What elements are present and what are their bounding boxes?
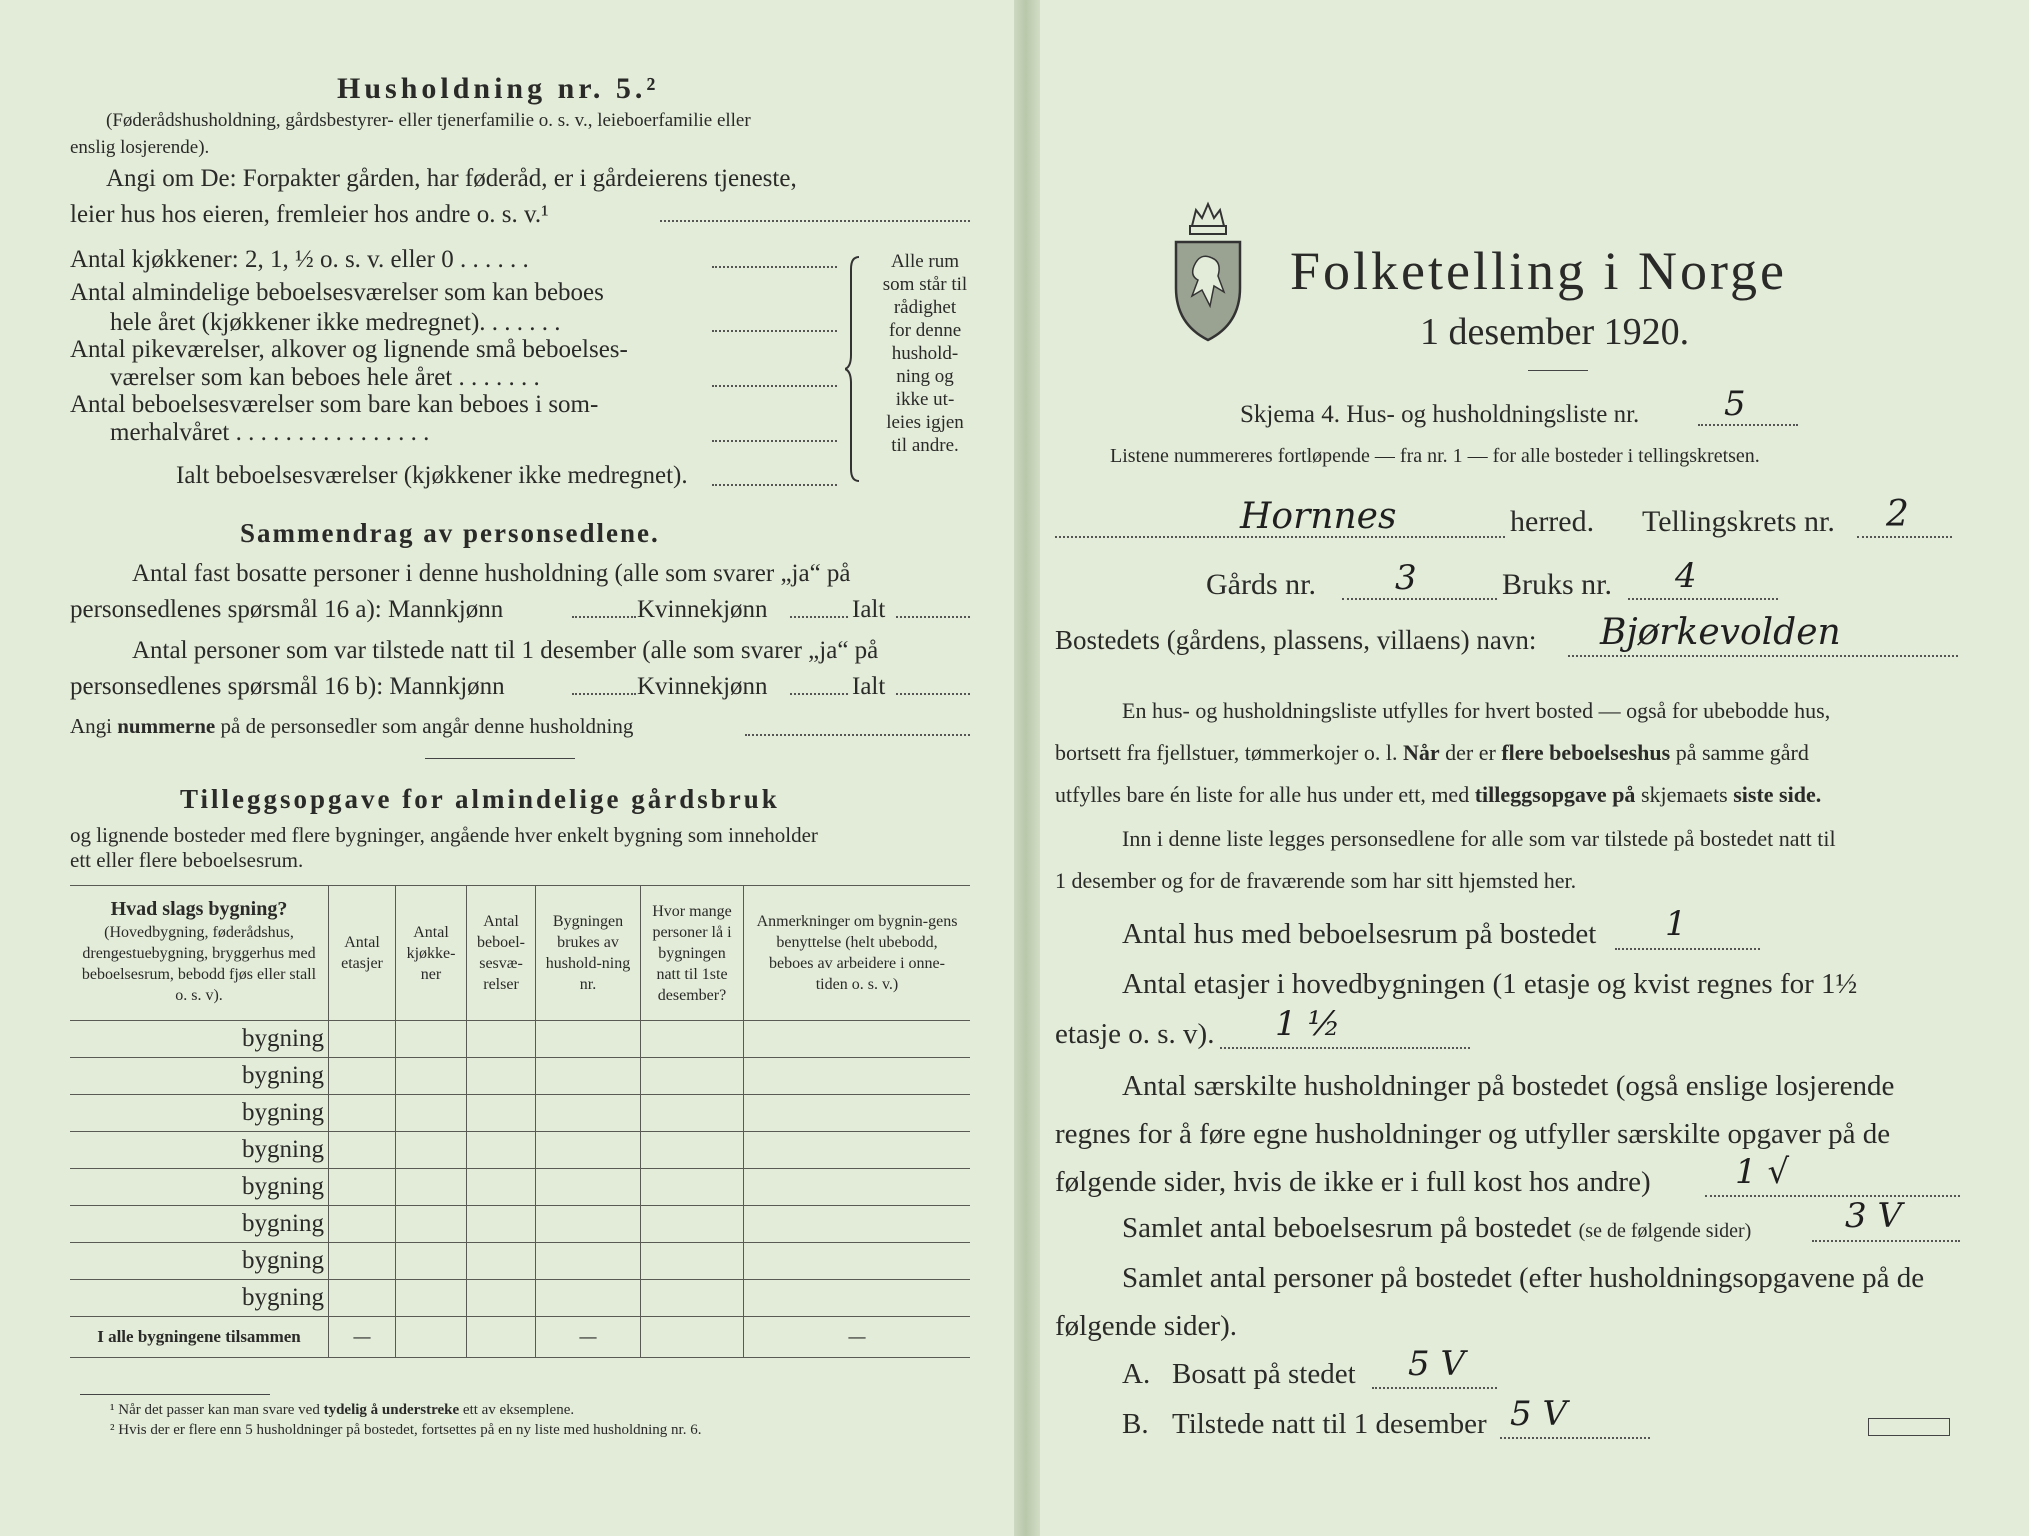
footnote-2: ² Hvis der er flere enn 5 husholdninger på bostedet, fortsettes på en ny liste med husholdning nr. 6. [110,1422,702,1438]
present-label: Tilstede natt til 1 desember [1172,1408,1487,1440]
rooms-total-label: Ialt beboelsesværelser (kjøkkener ikke medregnet). [176,462,688,489]
resident-label-letter: A. [1122,1358,1151,1390]
brace-icon [845,255,865,483]
resident-value[interactable]: 5 V [1408,1344,1465,1384]
instr2-post: på samme gård [1670,740,1809,765]
col-floors [329,886,396,1021]
buildings-table [70,885,970,1358]
farm-number-label: Gårds nr. [1206,568,1316,601]
ordinary-rooms-answer[interactable] [712,330,837,332]
present-label-letter: B. [1122,1408,1149,1440]
section-divider [425,758,575,759]
farm-number-value[interactable]: 3 [1395,558,1417,598]
rooms-summer-2: merhalvåret . . . . . . . . . . . . . . . . [110,419,430,446]
person-numbers-answer[interactable] [745,734,970,736]
table-total-row [70,1317,970,1358]
side-note-line: til andre. [891,435,959,456]
kitchens-answer[interactable] [712,266,837,268]
households-line[interactable] [1705,1195,1960,1197]
row-label: bygning [242,1284,324,1311]
resident-line[interactable] [1372,1387,1497,1389]
side-note-line: rådighet [893,297,957,318]
houses-label: Antal hus med beboelsesrum på bostedet [1122,918,1597,950]
side-note-line: ning og [896,366,954,387]
coat-of-arms-icon [1170,196,1246,346]
use-number-value[interactable]: 4 [1675,556,1697,596]
col-remarks-label: Anmerkninger om bygnin-gens benyttelse (helt ubebodd, beboes av arbeidere i onne-tiden o. s. v.) [756,913,958,993]
form-date: 1 desember 1920. [1420,311,1690,353]
table-row[interactable] [70,1169,970,1206]
present-value[interactable]: 5 V [1510,1394,1567,1434]
use-number-label: Bruks nr. [1502,568,1613,601]
total-persons-line1: Samlet antal personer på bostedet (efter husholdningsopgavene på de [1122,1262,1925,1294]
present-total-label: Ialt [852,673,886,700]
present-female-label: Kvinnekjønn [637,673,768,700]
total-rooms-value[interactable]: 3 V [1845,1196,1902,1236]
instr3-mid: skjemaets [1635,782,1734,807]
instr3-bold1: tilleggsopgave på [1474,782,1636,807]
district-line[interactable] [1857,536,1952,538]
present-line[interactable] [1500,1437,1650,1439]
farm-number-line[interactable] [1342,598,1497,600]
col-rooms-label: Antal beboel-sesvæ-relser [477,913,525,993]
total-persons-line2: følgende sider). [1055,1310,1237,1342]
row-label: bygning [242,1173,324,1200]
side-note-line: hushold- [891,343,959,364]
col-floors-label: Antal etasjer [341,934,383,972]
place-name-line[interactable] [1568,655,1958,657]
person-numbers-pre: Angi [70,714,118,738]
resident-female-label: Kvinnekjønn [637,596,768,623]
summer-rooms-answer[interactable] [712,440,837,442]
side-note-line: ikke ut- [895,389,955,410]
table-row[interactable] [70,1058,970,1095]
place-name-value[interactable]: Bjørkevolden [1600,612,1841,653]
col-household-label: Bygningen brukes av hushold-ning nr. [545,913,631,993]
present-female-answer[interactable] [790,693,848,695]
households-label-line3: følgende sider, hvis de ikke er i full kost hos andre) [1055,1166,1651,1198]
table-row[interactable] [70,1243,970,1280]
table-row[interactable] [70,1206,970,1243]
households-label-line1: Antal særskilte husholdninger på bostedet (også enslige losjerende [1122,1070,1895,1102]
person-numbers-label [70,714,633,739]
summary-present-line2: personsedlenes spørsmål 16 b): Mannkjønn [70,673,505,700]
list-number-line[interactable] [1698,424,1798,426]
footnote-divider [80,1394,270,1395]
resident-total-answer[interactable] [896,616,970,618]
rooms-total-answer[interactable] [712,484,837,486]
total-rooms-pre: Samlet antal beboelsesrum på bostedet [1122,1212,1579,1244]
rooms-ordinary-2: hele året (kjøkkener ikke medregnet). . . . . . . [110,309,561,336]
list-number-value[interactable]: 5 [1724,384,1746,424]
floors-label-line2: etasje o. s. v). [1055,1018,1215,1050]
rooms-side-note [870,250,980,457]
instructions-line3 [1055,782,1821,808]
row-label: bygning [242,1062,324,1089]
small-rooms-answer[interactable] [712,385,837,387]
tenure-question-line1: Angi om De: Forpakter gården, har føderåd, er i gårdeierens tjeneste, [106,165,797,192]
col-kitchens-label: Antal kjøkke-ner [406,923,456,983]
building-type-heading: Hvad slags bygning? [110,897,288,920]
col-remarks [744,886,971,1021]
row-label: bygning [242,1136,324,1163]
footnote-1 [110,1402,574,1419]
instructions-line4: Inn i denne liste legges personsedlene for alle som var tilstede på bostedet natt til [1122,826,1836,851]
side-note-line: Alle rum [890,251,960,272]
summary-title: Sammendrag av personsedlene. [240,518,660,548]
instructions-line1: En hus- og husholdningsliste utfylles for hvert bosted — også for ubebodde hus, [1122,698,1831,723]
col-household [536,886,641,1021]
col-rooms [467,886,536,1021]
tenure-question-line2: leier hus hos eieren, fremleier hos andre o. s. v.¹ [70,201,549,228]
households-label-line2: regnes for å føre egne husholdninger og utfyller særskilte opgaver på de [1055,1118,1891,1150]
table-row[interactable] [70,1021,970,1058]
total-rooms-label [1122,1212,1751,1245]
footnote-1-bold: tydelig å understreke [323,1402,460,1418]
summary-resident-line2: personsedlenes spørsmål 16 a): Mannkjønn [70,596,504,623]
herred-value[interactable]: Hornnes [1240,496,1397,537]
row-label: bygning [242,1025,324,1052]
resident-female-answer[interactable] [790,616,848,618]
table-row[interactable] [70,1132,970,1169]
supplement-title: Tilleggsopgave for almindelige gårdsbruk [180,784,780,814]
present-male-answer[interactable] [572,693,636,695]
total-household-dash: — [536,1317,641,1358]
instr3-pre: utfylles bare én liste for alle hus under ett, med [1055,782,1475,807]
form-title: Folketelling i Norge [1290,241,1787,301]
row-label: bygning [242,1247,324,1274]
supplement-intro-line1: og lignende bosteder med flere bygninger, angående hver enkelt bygning som inneholder [70,823,818,847]
rooms-ordinary-1: Antal almindelige beboelsesværelser som kan beboes [70,279,604,306]
instructions-line2 [1055,740,1809,766]
houses-value[interactable]: 1 [1665,904,1687,944]
households-value[interactable]: 1 √ [1735,1152,1790,1192]
total-floors-dash: — [329,1317,396,1358]
col-persons-label: Hvor mange personer lå i bygningen natt til 1ste desember? [652,902,732,1004]
page-fold [1014,0,1040,1536]
side-note-line: leies igjen [886,412,964,433]
total-rooms-line[interactable] [1812,1240,1960,1242]
houses-line[interactable] [1615,948,1760,950]
total-remarks-dash: — [744,1317,971,1358]
rooms-kitchens: Antal kjøkkener: 2, 1, ½ o. s. v. eller 0 . . . . . . [70,246,529,273]
col-building-type [70,886,329,1021]
district-label: Tellingskrets nr. [1642,505,1835,538]
printer-stamp-icon [1868,1418,1950,1436]
instr2-mid: der er [1439,740,1502,765]
title-divider [1528,370,1588,371]
rooms-summer-1: Antal beboelsesværelser som bare kan beboes i som- [70,391,599,418]
household-intro-line2: enslig losjerende). [70,137,210,158]
household-title: Husholdning nr. 5.² [337,72,660,105]
supplement-intro-line2: ett eller flere beboelsesrum. [70,848,304,872]
col-kitchens [396,886,467,1021]
present-total-answer[interactable] [896,693,970,695]
row-label: bygning [242,1099,324,1126]
household-intro-line1: (Føderådshusholdning, gårdsbestyrer- eller tjenerfamilie o. s. v., leieboerfamilie eller [106,110,751,131]
col-persons [641,886,744,1021]
floors-label-line1: Antal etasjer i hovedbygningen (1 etasje og kvist regnes for 1½ [1122,968,1858,1000]
resident-label: Bosatt på stedet [1172,1358,1356,1390]
numbering-note: Listene nummereres fortløpende — fra nr. 1 — for alle bosteder i tellingskretsen. [1110,445,1760,467]
row-label: bygning [242,1210,324,1237]
summary-present-line1: Antal personer som var tilstede natt til 1 desember (alle som svarer „ja“ på [132,637,879,664]
district-value[interactable]: 2 [1886,494,1909,535]
person-numbers-post: på de personsedler som angår denne husholdning [215,714,634,738]
instructions-line5: 1 desember og for de fraværende som har sitt hjemsted her. [1055,868,1577,893]
rooms-small-1: Antal pikeværelser, alkover og lignende små beboelses- [70,336,628,363]
footnote-1-pre: ¹ Når det passer kan man svare ved [110,1402,324,1418]
instr3-bold2: siste side. [1733,782,1822,807]
person-numbers-bold: nummerne [117,714,216,738]
building-type-help: (Hovedbygning, føderådshus, drengestuebygning, bryggerhus med beboelsesrum, bebodd fjøs eller stall o. s. v). [81,923,317,1004]
use-number-line[interactable] [1628,598,1778,600]
summary-resident-line1: Antal fast bosatte personer i denne husholdning (alle som svarer „ja“ på [132,560,851,587]
schema-label: Skjema 4. Hus- og husholdningsliste nr. [1240,401,1640,428]
instr2-bold2: flere beboelseshus [1501,740,1671,765]
herred-label: herred. [1510,505,1595,538]
total-row-label: I alle bygningene tilsammen [70,1317,329,1358]
tenure-answer-line[interactable] [660,220,970,222]
resident-male-answer[interactable] [572,616,636,618]
footnote-1-post: ett av eksemplene. [459,1402,575,1418]
floors-line[interactable] [1220,1047,1470,1049]
side-note-line: for denne [888,320,962,341]
total-rooms-note: (se de følgende sider) [1578,1220,1752,1242]
resident-total-label: Ialt [852,596,886,623]
instr2-pre: bortsett fra fjellstuer, tømmerkojer o. l. [1055,740,1403,765]
place-name-label: Bostedets (gårdens, plassens, villaens) navn: [1055,625,1537,655]
side-note-line: som står til [882,274,968,295]
floors-value[interactable]: 1 ½ [1275,1004,1341,1044]
table-row[interactable] [70,1095,970,1132]
rooms-small-2: værelser som kan beboes hele året . . . . . . . [110,364,540,391]
table-row[interactable] [70,1280,970,1317]
instr2-bold1: Når [1402,740,1440,765]
